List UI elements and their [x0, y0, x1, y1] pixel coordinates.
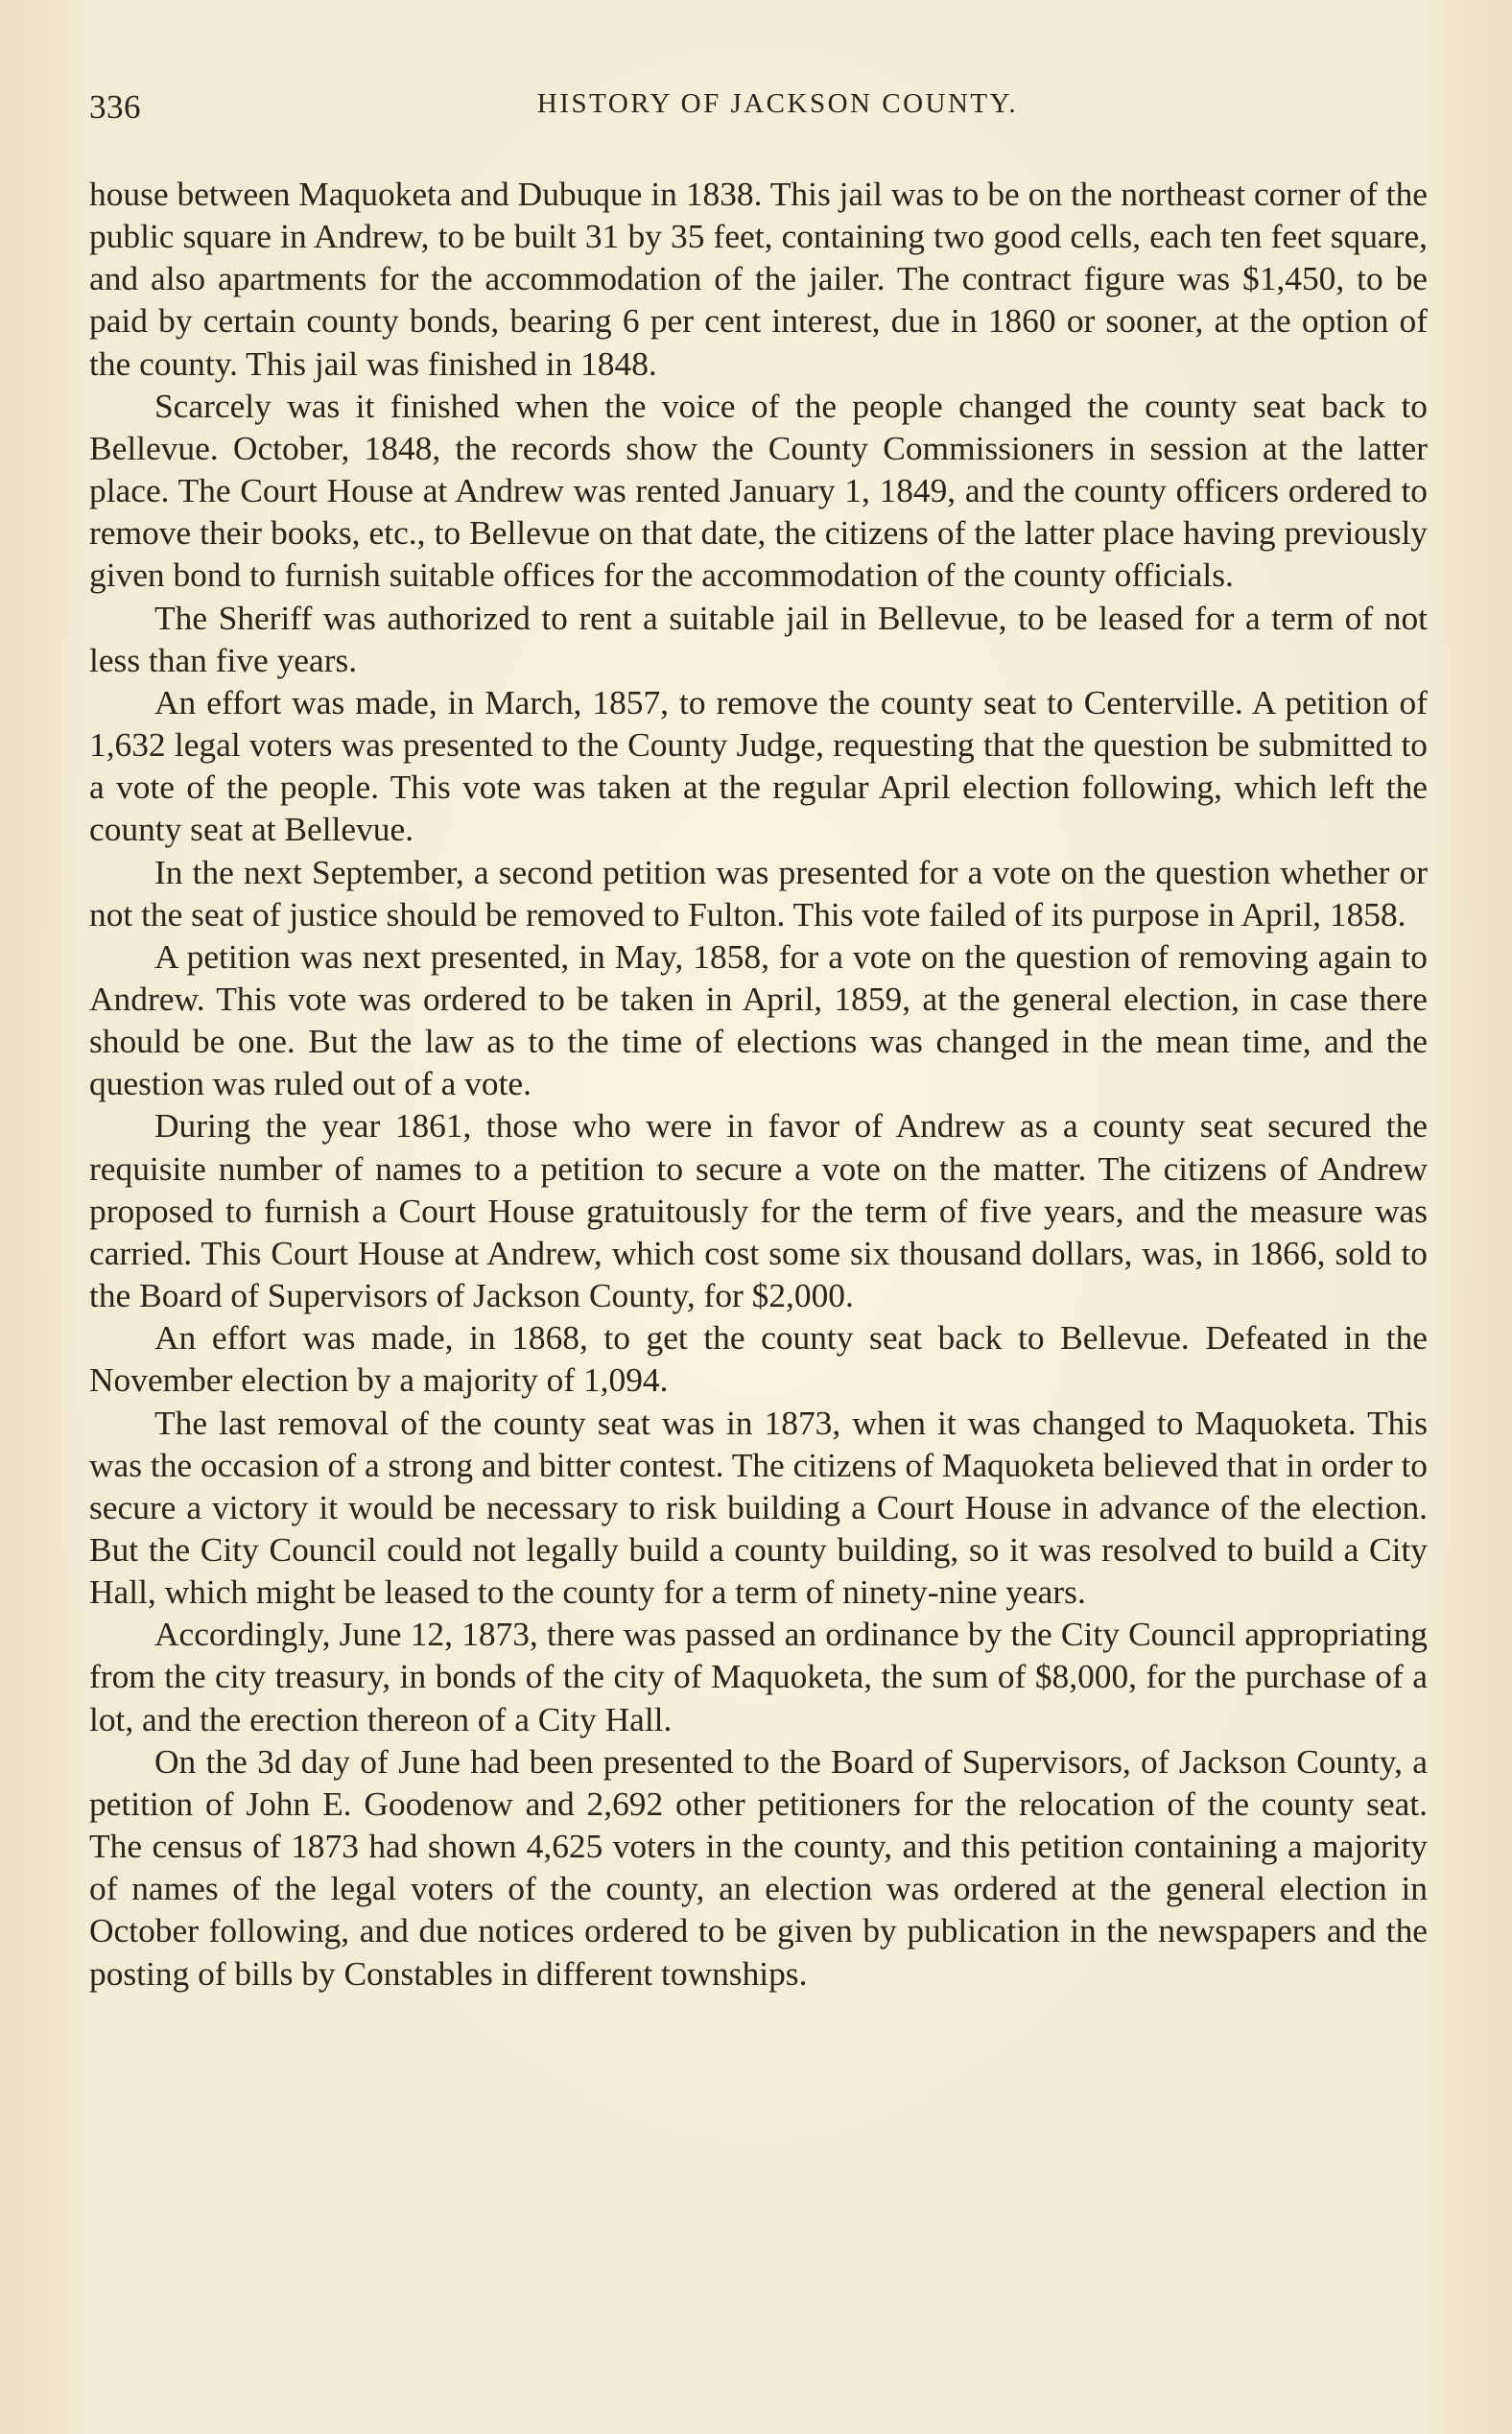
- paragraph-centerville-effort: An effort was made, in March, 1857, to remove the county seat to Centerville. A petition of 1,632 legal voters was presented to the County Judge, requesting that the question be submitted to a vote of the people. This vote was taken at the regular April election following, which left the county seat at Bellevue.: [89, 682, 1428, 849]
- page-number: 336: [89, 88, 141, 126]
- paragraph-1868-effort: An effort was made, in 1868, to get the county seat back to Bellevue. Defeated in the November election by a majority of 1,094.: [89, 1318, 1428, 1400]
- paragraph-1861-andrew: During the year 1861, those who were in favor of Andrew as a county seat secured the requisite number of names to a petition to secure a vote on the matter. The citizens of Andrew proposed to furnish a Court House gratuitously for the term of five years, and the measure was carried. This Court House at Andrew, which cost some six thousand dollars, was, in 1866, sold to the Board of Supervisors of Jackson County, for $2,000.: [89, 1106, 1428, 1315]
- paragraph-city-hall-ordinance: Accordingly, June 12, 1873, there was passed an ordinance by the City Council appropriating from the city treasury, in bonds of the city of Maquoketa, the sum of $8,000, for the purchase of a lot, and the erection thereon of a City Hall.: [89, 1615, 1428, 1738]
- paragraph-goodenow-petition: On the 3d day of June had been presented to the Board of Supervisors, of Jackson County, a petition of John E. Goodenow and 2,692 other petitioners for the relocation of the county seat. The census of 1873 had shown 4,625 voters in the county, and this petition containing a majority of names of the legal voters of the county, an election was ordered at the general election in October following, and due notices ordered to be given by publication in the newspapers and the posting of bills by Constables in different townships.: [89, 1741, 1428, 1993]
- paragraph-seat-back-to-bellevue: Scarcely was it finished when the voice of the people changed the county seat back to Bellevue. October, 1848, the records show the County Commissioners in session at the latter place. The Court House at Andrew was rented January 1, 1849, and the county officers ordered to remove their books, etc., to Bellevue on that date, the citizens of the latter place having previously given bond to furnish suitable offices for the accommodation of the county officials.: [89, 386, 1428, 595]
- running-head: HISTORY OF JACKSON COUNTY.: [536, 88, 1019, 119]
- paragraph-jail-contract: house between Maquoketa and Dubuque in 1838. This jail was to be on the northeast corner of the public square in Andrew, to be built 31 by 35 feet, containing two good cells, each ten feet square, and also apartments for the accommodation of the jailer. The contract figure was $1,450, to be paid by certain county bonds, bearing 6 per cent interest, due in 1860 or sooner, at the option of the county. This jail was finished in 1848.: [89, 175, 1428, 383]
- paragraph-fulton-petition: In the next September, a second petition was presented for a vote on the question whether or not the seat of justice should be removed to Fulton. This vote failed of its purpose in April, 1858.: [89, 852, 1428, 933]
- page-header: [89, 88, 1428, 136]
- paragraph-maquoketa-removal: The last removal of the county seat was in 1873, when it was changed to Maquoketa. This was the occasion of a strong and bitter contest. The citizens of Maquoketa believed that in order to secure a victory it would be necessary to risk building a Court House in advance of the election. But the City Council could not legally build a county building, so it was resolved to build a City Hall, which might be leased to the county for a term of ninety-nine years.: [89, 1403, 1428, 1612]
- body-text: [89, 173, 1428, 1995]
- paragraph-andrew-petition: A petition was next presented, in May, 1858, for a vote on the question of removing again to Andrew. This vote was ordered to be taken in April, 1859, at the general election, in case there should be one. But the law as to the time of elections was changed in the mean time, and the question was ruled out of a vote.: [89, 936, 1428, 1103]
- paragraph-sheriff-jail: The Sheriff was authorized to rent a suitable jail in Bellevue, to be leased for a term of not less than five years.: [89, 598, 1428, 679]
